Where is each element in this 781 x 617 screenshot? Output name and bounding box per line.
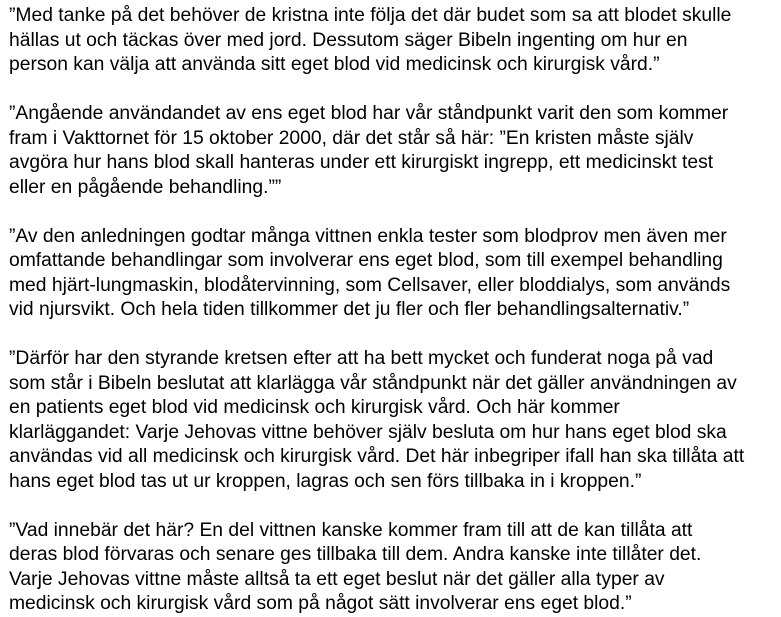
paragraph-4: ”Därför har den styrande kretsen efter att ha bett mycket och funderat noga på vad som står i Bibeln beslutat att klarlägga vår ståndpunkt när det gäller användningen av en patients eget blod vid medicinsk och kirurgisk vård. Och här kommer klarläggandet: Varje Jehovas vittne behöver själv besluta om hur hans eget blod ska användas vid all medicinsk och kirurgisk vård. Det här inbegriper ifall han ska tillåta att hans eget blod tas ut ur kroppen, lagras och sen förs tillbaka in i kroppen.” — [9, 348, 745, 492]
paragraph-2: ”Angående användandet av ens eget blod har vår ståndpunkt varit den som kommer fram i Vakttornet för 15 oktober 2000, där det står så här: ”En kristen måste själv avgöra hur hans blod skall hanteras under ett kirurgiskt ingrepp, ett medicinskt test eller en pågående behandling.”” — [9, 103, 729, 198]
paragraph-1: ”Med tanke på det behöver de kristna inte följa det där budet som sa att blodet skulle hällas ut och täckas över med jord. Dessutom säger Bibeln ingenting om hur en person kan välja att använda sitt eget blod vid medicinsk och kirurgisk vård.” — [9, 5, 732, 75]
paragraph-3: ”Av den anledningen godtar många vittnen enkla tester som blodprov men även mer omfattande behandlingar som involverar ens eget blod, som till exempel behandling med hjärt-lungmaskin, blodåtervinning, som Cellsaver, eller bloddialys, som används vid njursvikt. Och hela tiden tillkommer det ju fler och fler behandlingsalternativ.” — [9, 225, 731, 320]
paragraph-5: ”Vad innebär det här? En del vittnen kanske kommer fram till att de kan tillåta att deras blod förvaras och senare ges tillbaka till dem. Andra kanske inte tillåter det. Varje Jehovas vittne måste alltså ta ett eget beslut när det gäller alla typer av medicinsk och kirurgisk vård som på något sätt involverar ens eget blod.” — [9, 519, 702, 614]
